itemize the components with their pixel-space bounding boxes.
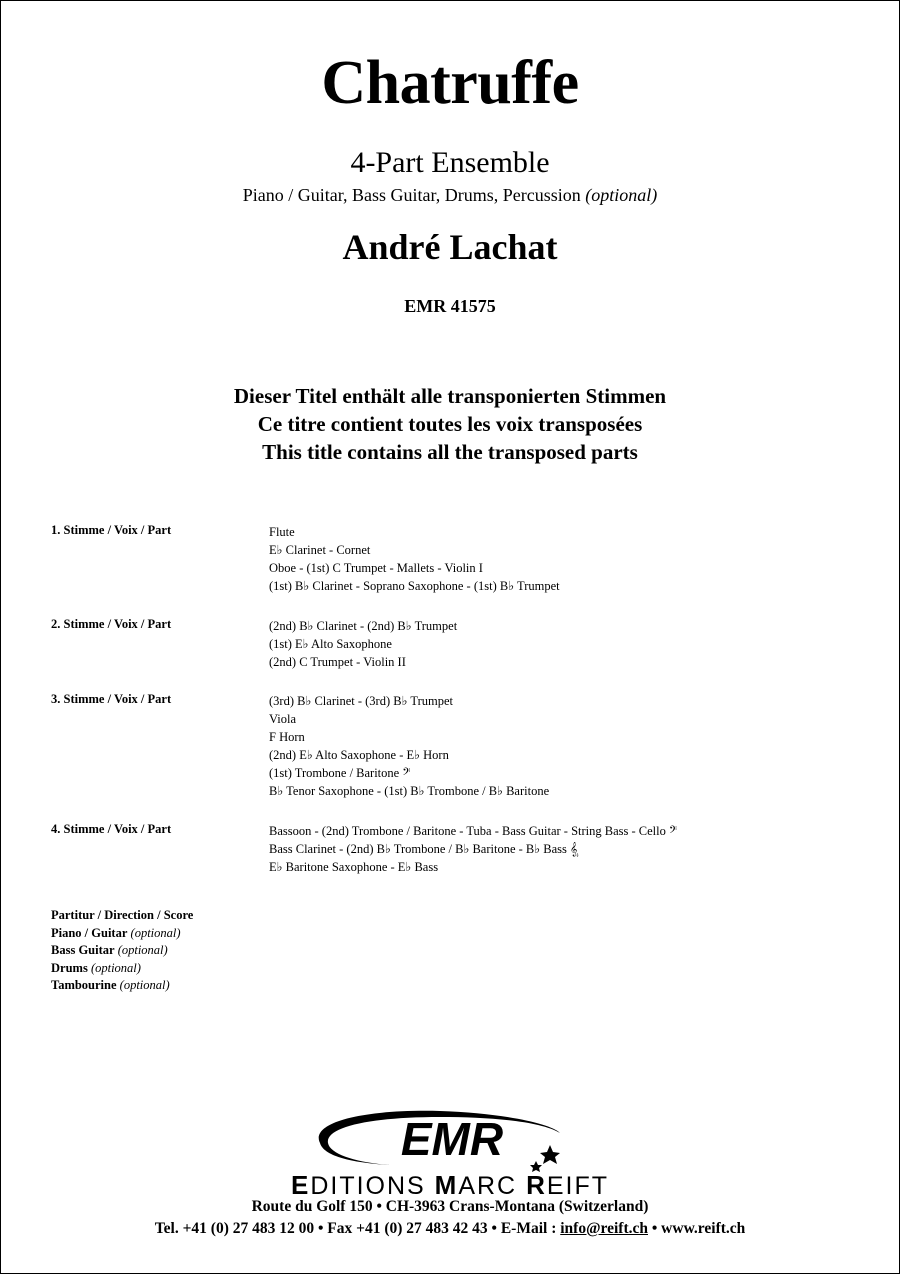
publisher-name-initial: E xyxy=(290,1170,311,1200)
contact-phone-fax: Tel. +41 (0) 27 483 12 00 • Fax +41 (0) 27 483 42 43 • E-Mail : xyxy=(154,1220,561,1237)
part-instrument-list xyxy=(269,692,549,800)
notice-french: Ce titre contient toutes les voix transposées xyxy=(257,412,643,436)
email-link[interactable]: info@reift.ch xyxy=(560,1220,648,1237)
part-label: 4. Stimme / Voix / Part xyxy=(51,822,172,836)
part-label: 2. Stimme / Voix / Part xyxy=(51,617,172,631)
part-instrument-list xyxy=(269,822,677,876)
publisher-contact xyxy=(0,1220,900,1238)
notice-german: Dieser Titel enthält alle transponierten Stimmen xyxy=(233,384,667,408)
part-instrument: Bass Clarinet - (2nd) B♭ Trombone / B♭ Baritone - B♭ Bass 𝄠 xyxy=(269,842,579,856)
star-icon xyxy=(540,1145,560,1164)
part-instrument: E♭ Clarinet - Cornet xyxy=(269,543,371,557)
publisher-name-initial: M xyxy=(434,1170,459,1200)
part-instrument: (1st) B♭ Clarinet - Soprano Saxophone - (1st) B♭ Trumpet xyxy=(269,579,560,593)
additional-part-note: (optional) xyxy=(119,978,170,992)
part-instrument: (1st) E♭ Alto Saxophone xyxy=(269,637,392,651)
part-instrument: Oboe - (1st) C Trumpet - Mallets - Violin I xyxy=(269,561,483,575)
part-instrument: Flute xyxy=(269,525,295,539)
contact-website: • www.reift.ch xyxy=(648,1220,746,1237)
subtitle: 4-Part Ensemble xyxy=(350,146,550,179)
part-instrument: (2nd) C Trumpet - Violin II xyxy=(269,655,406,669)
page-title: Chatruffe xyxy=(321,49,579,117)
additional-part-name: Partitur / Direction / Score xyxy=(51,908,194,922)
part-instrument-list xyxy=(269,617,457,671)
part-instrument: (2nd) E♭ Alto Saxophone - E♭ Horn xyxy=(269,748,449,762)
publisher-name-rest: DITIONS xyxy=(310,1172,435,1200)
part-label: 1. Stimme / Voix / Part xyxy=(51,523,172,537)
additional-part-name: Piano / Guitar xyxy=(51,925,128,940)
part-instrument: F Horn xyxy=(269,730,305,744)
additional-part-note: (optional) xyxy=(117,943,168,957)
catalog-number: EMR 41575 xyxy=(404,296,496,316)
part-instrument-list xyxy=(269,523,560,595)
part-instrument: B♭ Tenor Saxophone - (1st) B♭ Trombone / B♭ Baritone xyxy=(269,784,550,798)
additional-part xyxy=(51,925,193,943)
notice-english: This title contains all the transposed parts xyxy=(262,440,638,464)
composer: André Lachat xyxy=(342,227,558,267)
logo-text: EMR xyxy=(400,1113,504,1165)
part-label: 3. Stimme / Voix / Part xyxy=(51,692,172,706)
publisher-name xyxy=(0,1170,900,1201)
instrumentation-note: (optional) xyxy=(585,185,658,205)
additional-parts-list xyxy=(51,907,193,995)
additional-part-name: Bass Guitar xyxy=(51,943,115,957)
part-instrument: (3rd) B♭ Clarinet - (3rd) B♭ Trumpet xyxy=(269,694,453,708)
additional-part-note: (optional) xyxy=(90,960,141,975)
publisher-name-initial: R xyxy=(526,1170,547,1200)
part-instrument: Viola xyxy=(269,712,297,726)
additional-part-name: Tambourine xyxy=(51,978,117,992)
publisher-name-rest: ARC xyxy=(458,1172,527,1200)
additional-part-note: (optional) xyxy=(130,925,181,940)
publisher-name-rest: EIFT xyxy=(546,1172,610,1200)
additional-part-name: Drums xyxy=(51,960,88,975)
part-instrument: (1st) Trombone / Baritone 𝄢 xyxy=(269,766,411,780)
part-instrument: (2nd) B♭ Clarinet - (2nd) B♭ Trumpet xyxy=(269,619,458,633)
additional-part xyxy=(51,907,193,925)
instrumentation xyxy=(0,185,900,206)
instrumentation-text: Piano / Guitar, Bass Guitar, Drums, Percussion xyxy=(242,185,581,205)
part-instrument: E♭ Baritone Saxophone - E♭ Bass xyxy=(269,860,439,874)
publisher-address: Route du Golf 150 • CH-3963 Crans-Montana (Switzerland) xyxy=(251,1198,649,1215)
emr-logo xyxy=(300,1103,600,1173)
additional-part xyxy=(51,960,193,978)
part-instrument: Bassoon - (2nd) Trombone / Baritone - Tuba - Bass Guitar - String Bass - Cello 𝄢 xyxy=(269,824,678,838)
additional-part xyxy=(51,977,193,995)
additional-part xyxy=(51,942,193,960)
